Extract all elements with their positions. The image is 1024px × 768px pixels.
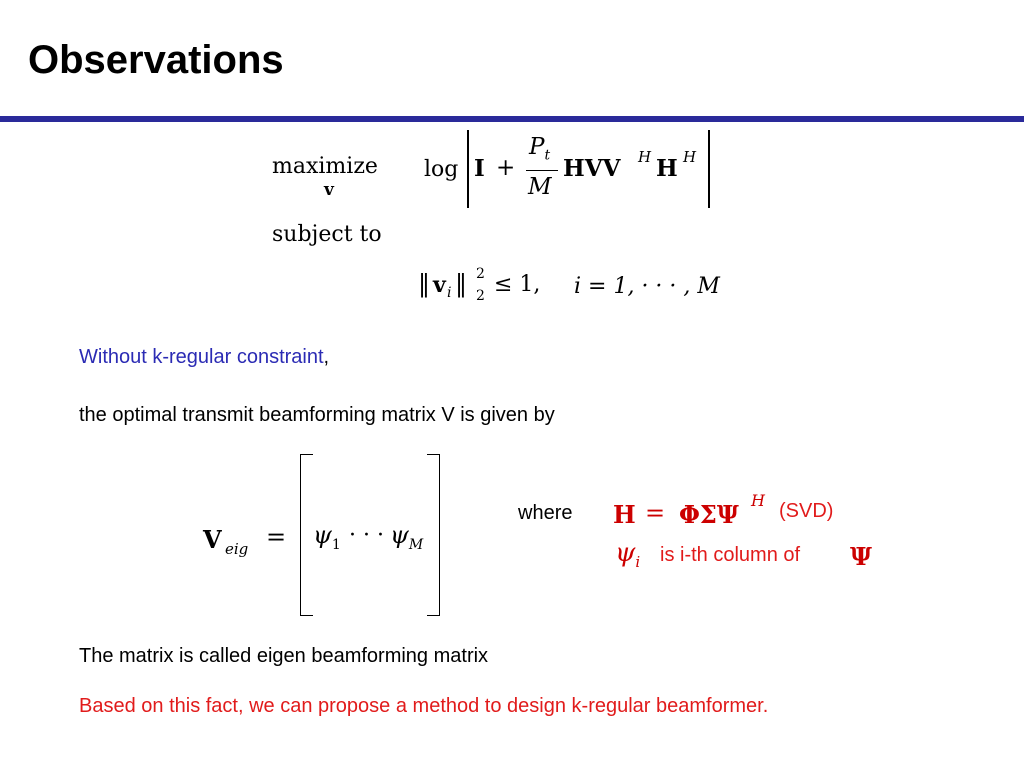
conclusion-line: Based on this fact, we can propose a method to design k-regular beamformer.: [79, 695, 769, 717]
eigen-beamforming-line: The matrix is called eigen beamforming matrix: [79, 645, 489, 667]
constraint-v-sub: i: [447, 285, 452, 301]
identity-matrix: I: [474, 155, 485, 182]
norm-close: ‖: [455, 270, 467, 298]
det-bar-right: [708, 130, 710, 208]
veig-V: V: [203, 525, 222, 554]
svd-equals: =: [645, 499, 666, 527]
optimal-beamforming-line: the optimal transmit beamforming matrix V is given by: [79, 404, 555, 426]
without-constraint-line: [79, 346, 329, 369]
hermitian-sup-1: H: [638, 148, 652, 166]
maximize-variable: v: [324, 180, 334, 200]
psi-i-symbol: ψ: [615, 538, 636, 568]
psi-i: [615, 538, 640, 571]
frac-numerator: [529, 134, 550, 164]
psi-M-sub: M: [408, 536, 424, 553]
constraint-v: v: [433, 272, 446, 298]
numerator-sub: t: [544, 147, 551, 164]
frac-denominator: M: [528, 174, 552, 200]
psi-1-symbol: ψ: [313, 521, 332, 549]
norm-sup: 2: [476, 266, 485, 282]
without-constraint-text: Without k-regular constraint: [79, 346, 324, 368]
psi-i-sub: i: [635, 553, 641, 572]
det-bar-left: [467, 130, 469, 208]
leq-one: ≤ 1,: [494, 272, 541, 297]
psi-column-text: is i-th column of: [660, 544, 801, 566]
svd-note: (SVD): [779, 500, 834, 522]
fraction-line: [526, 170, 558, 171]
psi-M-symbol: ψ: [390, 521, 409, 549]
norm-sub: 2: [476, 288, 485, 304]
svd-H: H: [613, 500, 636, 529]
veig-equals: =: [266, 523, 287, 551]
without-comma: ,: [323, 346, 330, 368]
log-operator: log: [424, 157, 459, 182]
index-range: i = 1, · · · , M: [574, 274, 720, 299]
subject-to-label: subject to: [272, 222, 382, 247]
plus-sign: +: [496, 155, 516, 181]
psi-M: [390, 521, 423, 553]
title-rule: [0, 116, 1024, 122]
slide-title: Observations: [28, 38, 284, 82]
svd-sup: H: [751, 491, 765, 510]
norm-open: ‖: [418, 270, 430, 298]
numerator-P: P: [529, 134, 545, 160]
psi-1: [313, 521, 341, 553]
product-HVV: HVV: [563, 155, 621, 182]
channel-H: H: [656, 155, 678, 182]
right-bracket: [427, 454, 440, 616]
veig-sub: eig: [225, 540, 249, 558]
left-bracket: [300, 454, 313, 616]
svd-rhs: ΦΣΨ: [679, 500, 739, 529]
maximize-label: maximize: [272, 154, 378, 179]
psi-1-sub: 1: [331, 536, 341, 553]
hermitian-sup-2: H: [683, 148, 697, 166]
Psi-symbol: Ψ: [850, 542, 872, 571]
ellipsis: · · ·: [349, 523, 384, 548]
where-label: where: [518, 502, 573, 524]
